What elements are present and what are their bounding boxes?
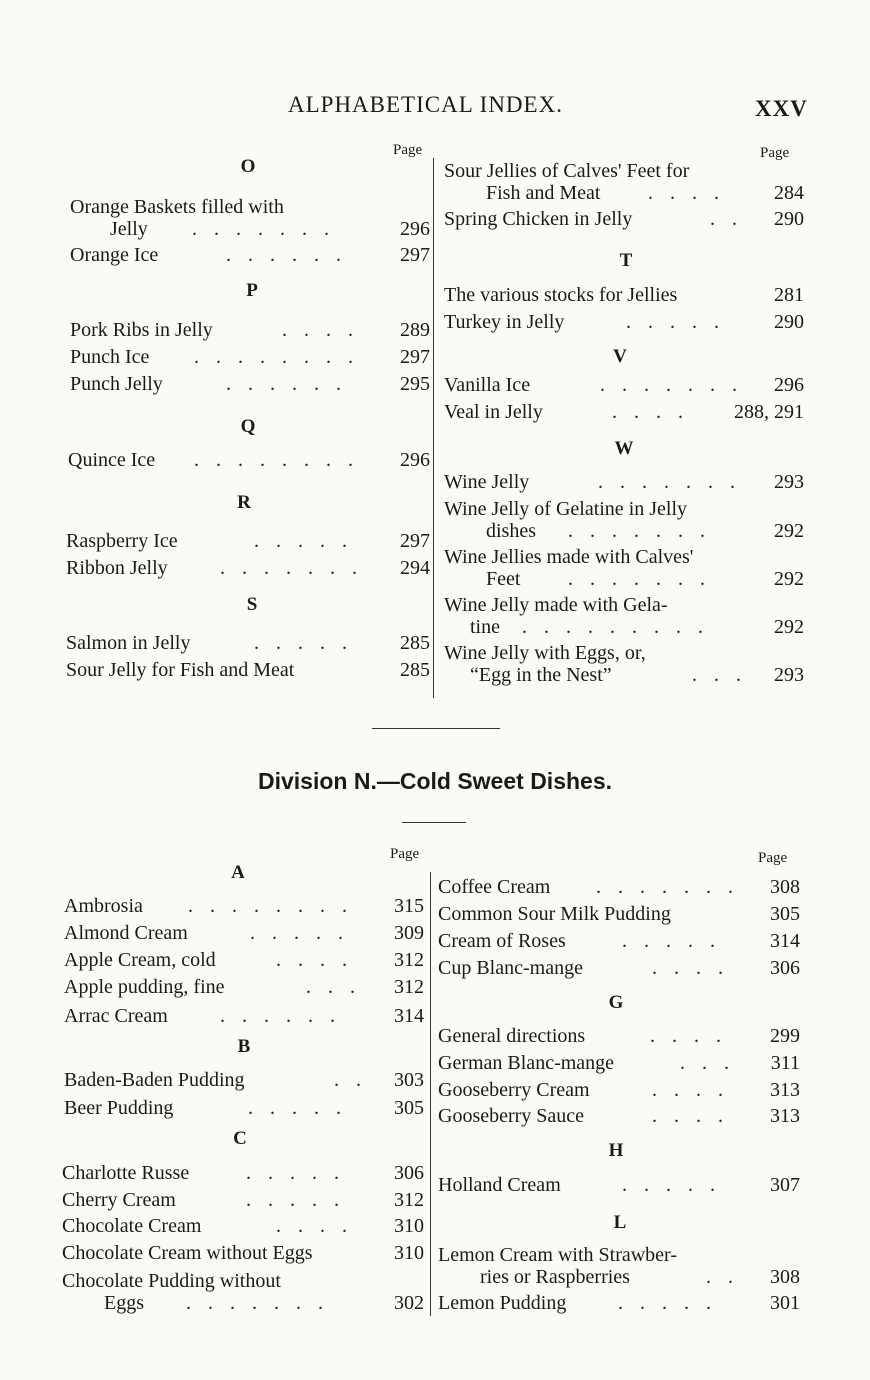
leader-dots: . . . . bbox=[650, 1025, 727, 1047]
page-number: 285 bbox=[400, 659, 430, 681]
leader-dots: . . . . . . bbox=[226, 373, 347, 395]
index-entry-continuation bbox=[480, 1266, 800, 1288]
index-entry bbox=[64, 1005, 424, 1027]
index-entry bbox=[64, 976, 424, 998]
entry-text: Pork Ribs in Jelly bbox=[70, 319, 213, 341]
page-number: 299 bbox=[770, 1025, 800, 1047]
page-number: 281 bbox=[774, 284, 804, 306]
index-entry bbox=[66, 632, 430, 654]
entry-text: Apple Cream, cold bbox=[64, 949, 216, 971]
entry-text: Coffee Cream bbox=[438, 876, 551, 898]
index-entry bbox=[64, 895, 424, 917]
leader-dots: . . bbox=[334, 1069, 367, 1091]
index-entry bbox=[70, 244, 430, 266]
index-entry bbox=[444, 374, 804, 396]
page-number: 310 bbox=[394, 1215, 424, 1237]
index-entry bbox=[62, 1189, 424, 1211]
page-number: 305 bbox=[770, 903, 800, 925]
page-number: 285 bbox=[400, 632, 430, 654]
page-number: 294 bbox=[400, 557, 430, 579]
leader-dots: . . . . . . . . bbox=[188, 895, 353, 917]
index-entry bbox=[64, 949, 424, 971]
letter-heading-l: L bbox=[613, 1212, 627, 1233]
page-number: 292 bbox=[774, 616, 804, 638]
entry-text: Punch Jelly bbox=[70, 373, 163, 395]
page-number: 302 bbox=[394, 1292, 424, 1314]
index-entry bbox=[444, 160, 689, 182]
index-entry bbox=[444, 498, 687, 520]
index-entry bbox=[64, 1097, 424, 1119]
page-number: 309 bbox=[394, 922, 424, 944]
letter-heading-q: Q bbox=[240, 416, 256, 437]
index-entry bbox=[66, 659, 430, 681]
leader-dots: . . . . bbox=[652, 957, 729, 979]
entry-text: Vanilla Ice bbox=[444, 374, 531, 396]
page-number: 308 bbox=[770, 1266, 800, 1288]
leader-dots: . . . . bbox=[276, 1215, 353, 1237]
entry-text: German Blanc-mange bbox=[438, 1052, 615, 1074]
index-entry bbox=[444, 311, 804, 333]
entry-text: Sour Jellies of Calves' Feet for bbox=[444, 160, 690, 182]
leader-dots: . . bbox=[706, 1266, 739, 1288]
leader-dots: . . . . . . . bbox=[568, 568, 711, 590]
page-number: 307 bbox=[770, 1174, 800, 1196]
leader-dots: . . . . . bbox=[618, 1292, 717, 1314]
index-entry bbox=[444, 642, 646, 664]
leader-dots: . . . bbox=[680, 1052, 735, 1074]
entry-text: Jelly bbox=[110, 218, 148, 240]
entry-text: Wine Jelly with Eggs, or, bbox=[444, 642, 646, 664]
letter-heading-p: P bbox=[246, 280, 258, 301]
letter-heading-w: W bbox=[614, 438, 634, 459]
entry-text: dishes bbox=[486, 520, 536, 542]
page-number: 290 bbox=[774, 311, 804, 333]
index-entry bbox=[438, 1292, 800, 1314]
leader-dots: . . . . . . . bbox=[192, 218, 335, 240]
letter-heading-g: G bbox=[608, 992, 624, 1013]
index-entry bbox=[438, 903, 800, 925]
page-numeral: XXV bbox=[755, 96, 808, 121]
index-entry bbox=[62, 1242, 424, 1264]
entry-text: Feet bbox=[486, 568, 521, 590]
entry-text: Veal in Jelly bbox=[444, 401, 543, 423]
page-number: 312 bbox=[394, 949, 424, 971]
leader-dots: . . . . . . bbox=[226, 244, 347, 266]
page-number: 293 bbox=[774, 471, 804, 493]
entry-text: ries or Raspberries bbox=[480, 1266, 630, 1288]
page-number: 310 bbox=[394, 1242, 424, 1264]
entry-text: Quince Ice bbox=[68, 449, 156, 471]
entry-text: Sour Jelly for Fish and Meat bbox=[66, 659, 295, 681]
leader-dots: . . . . . . . bbox=[186, 1292, 329, 1314]
column-divider bbox=[433, 158, 434, 698]
leader-dots: . . . . . . . . . bbox=[522, 616, 709, 638]
entry-text: Holland Cream bbox=[438, 1174, 561, 1196]
entry-text: Lemon Cream with Strawber- bbox=[438, 1244, 677, 1266]
leader-dots: . . . . . . . bbox=[220, 557, 363, 579]
leader-dots: . . . . bbox=[612, 401, 689, 423]
index-entry bbox=[444, 401, 804, 423]
index-entry-continuation bbox=[110, 218, 430, 240]
page-number: 290 bbox=[774, 208, 804, 230]
page-number: 305 bbox=[394, 1097, 424, 1119]
leader-dots: . . bbox=[710, 208, 743, 230]
letter-heading-t: T bbox=[619, 250, 633, 271]
index-entry-continuation bbox=[470, 616, 804, 638]
running-head-title: ALPHABETICAL INDEX. bbox=[288, 92, 563, 117]
letter-heading-s: S bbox=[246, 594, 258, 615]
entry-text: Cherry Cream bbox=[62, 1189, 176, 1211]
heading-underline-rule bbox=[402, 822, 466, 823]
page-number: 288, 291 bbox=[734, 401, 804, 423]
index-entry bbox=[444, 471, 804, 493]
entry-text: Chocolate Cream without Eggs bbox=[62, 1242, 313, 1264]
entry-text: Beer Pudding bbox=[64, 1097, 174, 1119]
leader-dots: . . . . . . bbox=[220, 1005, 341, 1027]
page-number: 311 bbox=[770, 1052, 800, 1074]
page-number: 315 bbox=[394, 895, 424, 917]
page-number: 308 bbox=[770, 876, 800, 898]
entry-text: Wine Jelly bbox=[444, 471, 530, 493]
section-divider-rule bbox=[372, 728, 500, 729]
page-column-label: Page bbox=[393, 142, 423, 158]
entry-text: Spring Chicken in Jelly bbox=[444, 208, 633, 230]
page-column-label: Page bbox=[758, 850, 788, 866]
entry-text: Chocolate Cream bbox=[62, 1215, 202, 1237]
leader-dots: . . . . . bbox=[246, 1189, 345, 1211]
page-column-label: Page bbox=[760, 145, 790, 161]
page-number: 313 bbox=[770, 1079, 800, 1101]
letter-heading-c: C bbox=[233, 1128, 247, 1149]
index-entry bbox=[64, 1069, 424, 1091]
index-entry-continuation bbox=[486, 182, 804, 204]
entry-text: Charlotte Russe bbox=[62, 1162, 190, 1184]
page-number: 312 bbox=[394, 1189, 424, 1211]
index-entry bbox=[438, 1174, 800, 1196]
leader-dots: . . . . . . . . bbox=[194, 346, 359, 368]
entry-text: Apple pudding, fine bbox=[64, 976, 225, 998]
entry-text: Fish and Meat bbox=[486, 182, 601, 204]
page-number: 306 bbox=[770, 957, 800, 979]
leader-dots: . . . . . bbox=[248, 1097, 347, 1119]
leader-dots: . . . . . bbox=[626, 311, 725, 333]
letter-heading-b: B bbox=[237, 1036, 251, 1057]
index-entry bbox=[444, 208, 804, 230]
index-entry-continuation bbox=[486, 568, 804, 590]
index-entry bbox=[438, 1105, 800, 1127]
index-entry bbox=[444, 284, 804, 306]
entry-text: Gooseberry Cream bbox=[438, 1079, 590, 1101]
page-number: 296 bbox=[400, 449, 430, 471]
page-number: 312 bbox=[394, 976, 424, 998]
leader-dots: . . . . . bbox=[246, 1162, 345, 1184]
leader-dots: . . . . . . . bbox=[600, 374, 743, 396]
leader-dots: . . . . . bbox=[622, 1174, 721, 1196]
leader-dots: . . . . . bbox=[254, 632, 353, 654]
entry-text: Ambrosia bbox=[64, 895, 143, 917]
index-entry bbox=[66, 557, 430, 579]
entry-text: Turkey in Jelly bbox=[444, 311, 565, 333]
division-heading: Division N.—Cold Sweet Dishes. bbox=[257, 768, 613, 794]
page-number: 292 bbox=[774, 568, 804, 590]
index-entry bbox=[70, 373, 430, 395]
letter-heading-r: R bbox=[237, 492, 251, 513]
page-number: 301 bbox=[770, 1292, 800, 1314]
leader-dots: . . . . . . . bbox=[598, 471, 741, 493]
page-number: 306 bbox=[394, 1162, 424, 1184]
index-entry-continuation bbox=[470, 664, 804, 686]
entry-text: Arrac Cream bbox=[64, 1005, 168, 1027]
page-number: 314 bbox=[394, 1005, 424, 1027]
letter-heading-h: H bbox=[608, 1140, 624, 1161]
entry-text: The various stocks for Jellies bbox=[444, 284, 678, 306]
index-entry bbox=[438, 1079, 800, 1101]
entry-text: “Egg in the Nest” bbox=[470, 664, 612, 686]
index-entry bbox=[68, 449, 430, 471]
leader-dots: . . . bbox=[306, 976, 361, 998]
leader-dots: . . . . . bbox=[254, 530, 353, 552]
leader-dots: . . . . bbox=[276, 949, 353, 971]
leader-dots: . . . . . bbox=[622, 930, 721, 952]
page-number: 289 bbox=[400, 319, 430, 341]
index-entry bbox=[438, 930, 800, 952]
index-entry bbox=[62, 1215, 424, 1237]
entry-text: Orange Baskets filled with bbox=[70, 196, 284, 218]
page-number: 296 bbox=[774, 374, 804, 396]
entry-text: Wine Jelly of Gelatine in Jelly bbox=[444, 498, 688, 520]
page-number: 292 bbox=[774, 520, 804, 542]
leader-dots: . . . . bbox=[652, 1079, 729, 1101]
index-entry bbox=[444, 594, 668, 616]
index-entry bbox=[438, 957, 800, 979]
index-entry bbox=[444, 546, 693, 568]
index-entry bbox=[66, 530, 430, 552]
entry-text: General directions bbox=[438, 1025, 586, 1047]
index-entry bbox=[70, 346, 430, 368]
leader-dots: . . . bbox=[692, 664, 747, 686]
index-entry bbox=[438, 876, 800, 898]
page-column-label: Page bbox=[390, 846, 420, 862]
page-number: 296 bbox=[400, 218, 430, 240]
entry-text: Baden-Baden Pudding bbox=[64, 1069, 245, 1091]
entry-text: Lemon Pudding bbox=[438, 1292, 567, 1314]
index-entry bbox=[64, 922, 424, 944]
page-number: 284 bbox=[774, 182, 804, 204]
leader-dots: . . . . . . . bbox=[596, 876, 739, 898]
index-entry-continuation bbox=[486, 520, 804, 542]
page-number: 297 bbox=[400, 346, 430, 368]
entry-text: Wine Jellies made with Calves' bbox=[444, 546, 694, 568]
entry-text: Gooseberry Sauce bbox=[438, 1105, 585, 1127]
entry-text: Salmon in Jelly bbox=[66, 632, 191, 654]
entry-text: Punch Ice bbox=[70, 346, 150, 368]
entry-text: Common Sour Milk Pudding bbox=[438, 903, 671, 925]
entry-text: Chocolate Pudding without bbox=[62, 1270, 281, 1292]
leader-dots: . . . . bbox=[282, 319, 359, 341]
page-number: 297 bbox=[400, 530, 430, 552]
leader-dots: . . . . . . . . bbox=[194, 449, 359, 471]
page-number: 295 bbox=[400, 373, 430, 395]
index-entry bbox=[70, 196, 284, 218]
page-number: 313 bbox=[770, 1105, 800, 1127]
index-entry bbox=[62, 1270, 281, 1292]
index-entry bbox=[438, 1244, 677, 1266]
leader-dots: . . . . . bbox=[250, 922, 349, 944]
letter-heading-a: A bbox=[231, 862, 245, 883]
index-entry bbox=[438, 1052, 800, 1074]
page-number: 314 bbox=[770, 930, 800, 952]
index-entry bbox=[438, 1025, 800, 1047]
entry-text: Raspberry Ice bbox=[66, 530, 178, 552]
letter-heading-o: O bbox=[240, 156, 256, 177]
entry-text: Wine Jelly made with Gela- bbox=[444, 594, 668, 616]
letter-heading-v: V bbox=[613, 346, 627, 367]
index-entry-continuation bbox=[104, 1292, 424, 1314]
page-number: 293 bbox=[774, 664, 804, 686]
entry-text: tine bbox=[470, 616, 500, 638]
page-number: 303 bbox=[394, 1069, 424, 1091]
entry-text: Eggs bbox=[104, 1292, 144, 1314]
page-number: 297 bbox=[400, 244, 430, 266]
entry-text: Orange Ice bbox=[70, 244, 159, 266]
leader-dots: . . . . . . . bbox=[568, 520, 711, 542]
leader-dots: . . . . bbox=[648, 182, 725, 204]
entry-text: Ribbon Jelly bbox=[66, 557, 168, 579]
leader-dots: . . . . bbox=[652, 1105, 729, 1127]
entry-text: Cream of Roses bbox=[438, 930, 566, 952]
column-divider bbox=[430, 872, 431, 1316]
entry-text: Cup Blanc-mange bbox=[438, 957, 583, 979]
index-entry bbox=[70, 319, 430, 341]
index-entry bbox=[62, 1162, 424, 1184]
entry-text: Almond Cream bbox=[64, 922, 188, 944]
